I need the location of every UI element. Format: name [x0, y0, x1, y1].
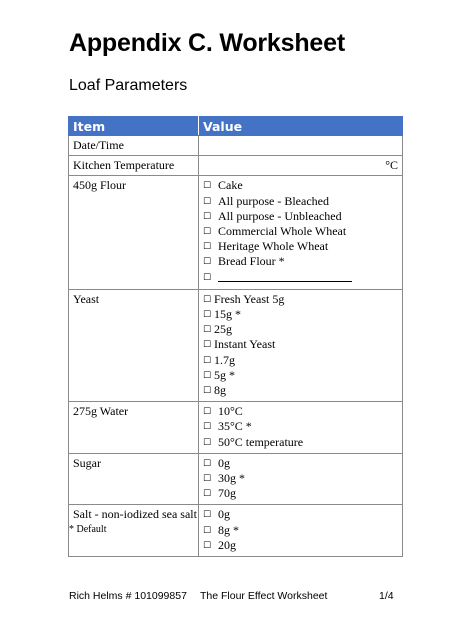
checkbox-icon[interactable]: ☐ [203, 196, 212, 207]
yeast-option-8g[interactable] [203, 383, 398, 398]
flour-option-all-purpose-bleached[interactable] [203, 194, 398, 209]
checkbox-icon[interactable]: ☐ [203, 211, 212, 222]
yeast-option-instant[interactable] [203, 337, 398, 352]
row-label-sugar: Sugar [69, 453, 199, 505]
checkbox-icon[interactable]: ☐ [203, 474, 212, 485]
yeast-option-15g[interactable] [203, 307, 398, 322]
table-header-row [69, 117, 403, 136]
row-label-water: 275g Water [69, 402, 199, 454]
flour-option-label: Bread Flour * [218, 254, 285, 269]
checkbox-icon[interactable]: ☐ [203, 325, 212, 336]
checkbox-icon[interactable]: ☐ [203, 386, 212, 397]
water-option-label: 50°C temperature [218, 434, 304, 449]
loaf-parameters-table [68, 116, 403, 557]
row-label-date-time: Date/Time [69, 136, 199, 156]
table-row [69, 453, 403, 505]
sugar-option-70g[interactable] [203, 486, 398, 501]
checkbox-icon[interactable]: ☐ [203, 355, 212, 366]
yeast-option-label: Instant Yeast [214, 337, 276, 352]
yeast-options-cell [199, 289, 403, 401]
yeast-option-25g[interactable] [203, 322, 398, 337]
checkbox-icon[interactable]: ☐ [203, 257, 212, 268]
footer-document-title: The Flour Effect Worksheet [200, 590, 328, 602]
salt-option-8g[interactable] [203, 523, 398, 538]
table-row [69, 136, 403, 156]
yeast-option-label: 8g [214, 383, 226, 398]
date-time-value-cell[interactable] [199, 136, 403, 156]
footer-author: Rich Helms # 101099857 [69, 590, 187, 602]
row-label-salt: Salt - non-iodized sea salt [69, 505, 199, 557]
checkbox-icon[interactable]: ☐ [203, 370, 212, 381]
table-row [69, 176, 403, 289]
checkbox-icon[interactable]: ☐ [203, 227, 212, 238]
salt-options-cell [199, 505, 403, 557]
sugar-option-label: 30g * [218, 471, 245, 486]
flour-option-other[interactable] [203, 270, 398, 285]
kitchen-temperature-value-cell[interactable] [199, 156, 403, 176]
sugar-option-30g[interactable] [203, 471, 398, 486]
salt-option-label: 0g [218, 507, 230, 522]
water-options-cell [199, 402, 403, 454]
flour-option-cake[interactable] [203, 178, 398, 193]
row-label-kitchen-temperature: Kitchen Temperature [69, 156, 199, 176]
yeast-option-label: 1.7g [214, 352, 235, 367]
yeast-option-label: 25g [214, 322, 232, 337]
flour-option-all-purpose-unbleached[interactable] [203, 209, 398, 224]
table-row [69, 156, 403, 176]
checkbox-icon[interactable]: ☐ [203, 242, 212, 253]
checkbox-icon[interactable]: ☐ [203, 340, 212, 351]
water-option-50c[interactable] [203, 435, 398, 450]
table-row [69, 402, 403, 454]
column-header-value: Value [199, 117, 403, 136]
yeast-option-label: 15g * [214, 307, 241, 322]
temperature-unit: °C [385, 158, 398, 173]
salt-option-0g[interactable] [203, 507, 398, 522]
flour-option-label: All purpose - Bleached [218, 193, 329, 208]
flour-option-bread-flour[interactable] [203, 254, 398, 269]
yeast-option-label: Fresh Yeast 5g [214, 291, 285, 306]
water-option-35c[interactable] [203, 419, 398, 434]
table-row [69, 289, 403, 401]
checkbox-icon[interactable]: ☐ [203, 422, 212, 433]
checkbox-icon[interactable]: ☐ [203, 407, 212, 418]
footer-page-number: 1/4 [379, 590, 394, 602]
flour-option-heritage-whole-wheat[interactable] [203, 239, 398, 254]
flour-option-label: Commercial Whole Wheat [218, 224, 347, 239]
flour-options-cell [199, 176, 403, 289]
fill-in-blank-line[interactable] [218, 271, 352, 282]
salt-option-label: 8g * [218, 522, 239, 537]
sugar-option-label: 70g [218, 486, 236, 501]
flour-option-label: All purpose - Unbleached [218, 208, 342, 223]
yeast-option-1-7g[interactable] [203, 353, 398, 368]
yeast-option-fresh-5g[interactable] [203, 292, 398, 307]
column-header-item: Item [69, 117, 199, 136]
table-row [69, 505, 403, 557]
sugar-options-cell [199, 453, 403, 505]
sugar-option-label: 0g [218, 455, 230, 470]
salt-option-label: 20g [218, 537, 236, 552]
water-option-label: 35°C * [218, 419, 252, 434]
checkbox-icon[interactable]: ☐ [203, 272, 212, 283]
page-title: Appendix C. Worksheet [69, 29, 345, 57]
default-footnote: * Default [69, 524, 107, 535]
water-option-label: 10°C [218, 404, 243, 419]
checkbox-icon[interactable]: ☐ [203, 540, 212, 551]
checkbox-icon[interactable]: ☐ [203, 294, 212, 305]
salt-option-20g[interactable] [203, 538, 398, 553]
yeast-option-label: 5g * [214, 367, 235, 382]
row-label-yeast: Yeast [69, 289, 199, 401]
checkbox-icon[interactable]: ☐ [203, 525, 212, 536]
checkbox-icon[interactable]: ☐ [203, 437, 212, 448]
flour-option-commercial-whole-wheat[interactable] [203, 224, 398, 239]
sugar-option-0g[interactable] [203, 456, 398, 471]
checkbox-icon[interactable]: ☐ [203, 510, 212, 521]
flour-option-label: Cake [218, 178, 243, 193]
yeast-option-5g[interactable] [203, 368, 398, 383]
water-option-10c[interactable] [203, 404, 398, 419]
checkbox-icon[interactable]: ☐ [203, 458, 212, 469]
checkbox-icon[interactable]: ☐ [203, 489, 212, 500]
section-subtitle: Loaf Parameters [69, 77, 188, 94]
flour-option-label: Heritage Whole Wheat [218, 239, 329, 254]
checkbox-icon[interactable]: ☐ [203, 310, 212, 321]
checkbox-icon[interactable]: ☐ [203, 181, 212, 192]
row-label-flour: 450g Flour [69, 176, 199, 289]
